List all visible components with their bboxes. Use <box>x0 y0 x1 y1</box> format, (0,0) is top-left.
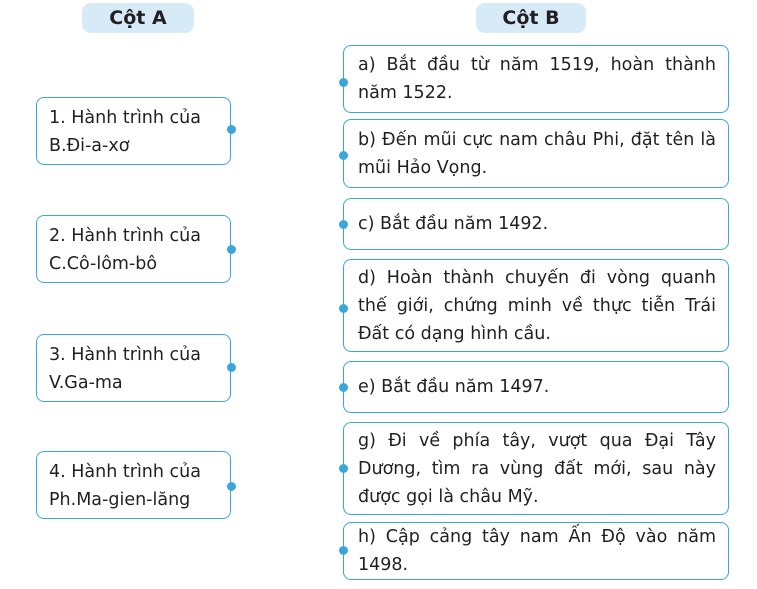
column-b-item-a-text: a) Bắt đầu từ năm 1519, hoàn thành năm 1522. <box>358 55 716 103</box>
column-b-item-e[interactable] <box>343 361 729 413</box>
column-b-item-c-text: c) Bắt đầu năm 1492. <box>358 214 549 234</box>
column-a-item-1-line2: B.Đi-a-xơ <box>49 136 130 156</box>
column-b-item-d-connector-dot[interactable] <box>339 304 348 313</box>
column-b-item-g-text: g) Đi về phía tây, vượt qua Đại Tây Dương, tìm ra vùng đất mới, sau này được gọi là châu Mỹ. <box>358 430 716 507</box>
column-a-item-4-line2: Ph.Ma-gien-lăng <box>49 490 191 510</box>
column-a-item-1-connector-dot[interactable] <box>227 125 236 134</box>
column-a-item-1-line1: 1. Hành trình của <box>49 108 201 128</box>
column-a-item-2-connector-dot[interactable] <box>227 245 236 254</box>
column-b-item-d[interactable] <box>343 259 729 352</box>
column-a-item-2-line1: 2. Hành trình của <box>49 226 201 246</box>
column-a-item-4-line1: 4. Hành trình của <box>49 462 201 482</box>
column-a-item-2[interactable] <box>36 215 231 283</box>
column-a-item-4[interactable] <box>36 451 231 519</box>
column-b-item-e-connector-dot[interactable] <box>339 383 348 392</box>
column-b-item-g[interactable] <box>343 422 729 515</box>
column-a-item-2-line2: C.Cô-lôm-bô <box>49 254 158 274</box>
column-b-header: Cột B <box>476 3 586 33</box>
column-b-item-e-text: e) Bắt đầu năm 1497. <box>358 377 550 397</box>
column-b-item-c[interactable] <box>343 198 729 250</box>
column-a-item-3-line2: V.Ga-ma <box>49 373 123 393</box>
column-a-item-4-connector-dot[interactable] <box>227 482 236 491</box>
column-b-item-a-connector-dot[interactable] <box>339 78 348 87</box>
column-b-item-h-connector-dot[interactable] <box>339 546 348 555</box>
column-a-item-1[interactable] <box>36 97 231 165</box>
column-b-item-b[interactable] <box>343 119 729 188</box>
column-b-item-b-connector-dot[interactable] <box>339 151 348 160</box>
column-a-item-3-connector-dot[interactable] <box>227 363 236 372</box>
column-b-item-c-connector-dot[interactable] <box>339 220 348 229</box>
column-b-item-b-text: b) Đến mũi cực nam châu Phi, đặt tên là mũi Hảo Vọng. <box>358 129 716 178</box>
column-b-item-h[interactable] <box>343 522 729 580</box>
column-b-item-h-text: h) Cập cảng tây nam Ấn Độ vào năm 1498. <box>358 527 716 575</box>
column-a-header: Cột A <box>82 3 194 33</box>
column-b-item-d-text: d) Hoàn thành chuyến đi vòng quanh thế giới, chứng minh về thực tiễn Trái Đất có dạng hình cầu. <box>358 267 716 344</box>
column-a-item-3[interactable] <box>36 334 231 402</box>
column-b-item-a[interactable] <box>343 45 729 113</box>
column-a-item-3-line1: 3. Hành trình của <box>49 345 201 365</box>
column-b-item-g-connector-dot[interactable] <box>339 464 348 473</box>
